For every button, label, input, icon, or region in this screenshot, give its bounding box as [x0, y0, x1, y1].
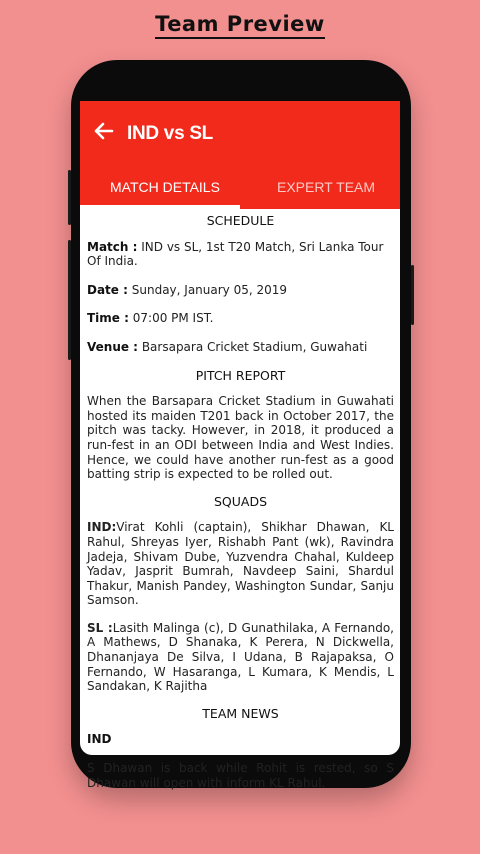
tab-expert-team[interactable]: EXPERT TEAM: [277, 179, 376, 195]
ind-news-text: S Dhawan is back while Rohit is rested, so S Dhawan will open with inform KL Rahul.: [87, 761, 394, 790]
venue-row: [87, 340, 394, 355]
promo-title-text: Team Preview: [155, 12, 325, 39]
venue-label: Venue :: [87, 339, 138, 354]
ind-news-label-text: IND: [87, 732, 112, 747]
team-news-heading: TEAM NEWS: [202, 705, 279, 721]
side-button: [68, 240, 71, 360]
tab-match-details[interactable]: MATCH DETAILS: [110, 179, 220, 195]
match-row: [87, 240, 394, 269]
match-details-content[interactable]: [87, 209, 394, 803]
power-button: [411, 265, 414, 325]
date-label: Date :: [87, 282, 128, 297]
sl-squad: [87, 621, 394, 694]
sl-squad-label: SL :: [87, 620, 113, 635]
venue-value: Barsapara Cricket Stadium, Guwahati: [141, 339, 368, 354]
squads-heading: SQUADS: [213, 493, 268, 509]
time-value: 07:00 PM IST.: [132, 311, 214, 326]
app-bar: [80, 101, 400, 209]
ind-squad-label: IND:: [87, 520, 117, 535]
sl-squad-text: Lasith Malinga (c), D Gunathilaka, A Fernando, A Mathews, D Shanaka, K Perera, N Dickwella, Dhananjaya De Silva, I Udana, B Rajapaksa, O Fernando, W Hasaranga, L Kumara, K Mendis, L Sandakan, K Rajitha: [87, 620, 394, 694]
date-value: Sunday, January 05, 2019: [131, 282, 288, 297]
time-label: Time :: [87, 311, 129, 326]
ind-squad-text: Virat Kohli (captain), Shikhar Dhawan, KL Rahul, Shreyas Iyer, Rishabh Pant (wk), Ravindra Jadeja, Shivam Dube, Yuzvendra Chahal, Kuldeep Yadav, Jasprit Bumrah, Navdeep Saini, Shardul Thakur, Manish Pandey, Washington Sundar, Sanju Samson.: [87, 520, 394, 608]
time-row: [87, 311, 394, 326]
date-row: [87, 283, 394, 298]
match-value: IND vs SL, 1st T20 Match, Sri Lanka Tour Of India.: [87, 239, 384, 269]
pitch-report-text: When the Barsapara Cricket Stadium in Guwahati hosted its maiden T201 back in October 2017, the pitch was tacky. However, in 2018, it produced a run-fest in an ODI between India and West Indies. Hence, we could have another run-fest as a good batting strip is expected to be rolled out.: [87, 394, 394, 482]
pitch-report-heading: PITCH REPORT: [195, 367, 286, 383]
app-title: IND vs SL: [127, 123, 213, 144]
promo-title: [0, 12, 480, 36]
back-arrow-icon[interactable]: [92, 119, 116, 143]
ind-news-label: [87, 732, 394, 747]
match-label: Match :: [87, 239, 138, 254]
ind-squad: [87, 520, 394, 608]
schedule-heading: SCHEDULE: [206, 213, 275, 228]
phone-frame: [71, 60, 411, 788]
app-screen: [80, 101, 400, 790]
volume-button: [68, 170, 71, 225]
